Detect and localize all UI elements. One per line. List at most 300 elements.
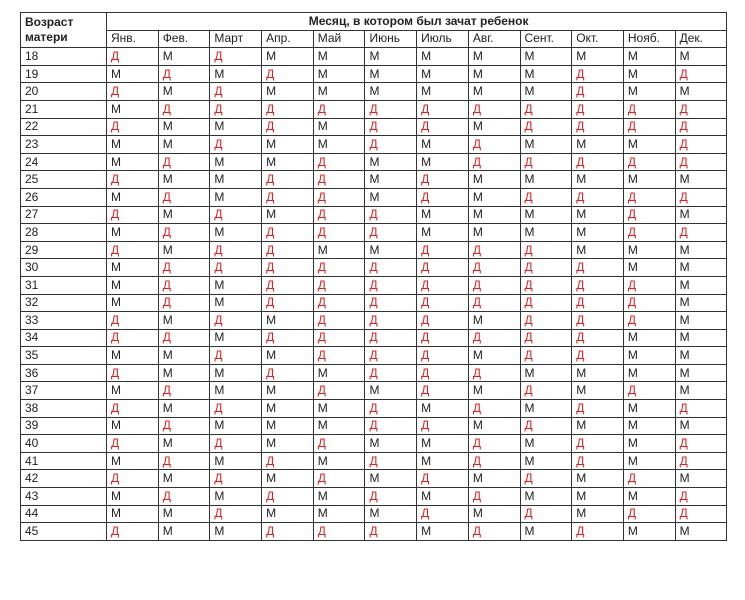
boy-cell: М — [262, 347, 314, 365]
boy-cell: М — [210, 276, 262, 294]
girl-cell: Д — [365, 488, 417, 506]
girl-cell: Д — [313, 276, 365, 294]
boy-cell: М — [675, 364, 727, 382]
girl-cell: Д — [520, 347, 572, 365]
age-cell: 44 — [21, 505, 107, 523]
table-row — [21, 488, 727, 506]
boy-cell: М — [158, 364, 210, 382]
girl-cell: Д — [468, 100, 520, 118]
table-row — [21, 347, 727, 365]
boy-cell: М — [158, 136, 210, 154]
age-cell: 30 — [21, 259, 107, 277]
boy-cell: М — [262, 206, 314, 224]
girl-cell: Д — [468, 136, 520, 154]
table-row — [21, 505, 727, 523]
girl-cell: Д — [468, 241, 520, 259]
girl-cell: Д — [158, 65, 210, 83]
girl-cell: Д — [468, 276, 520, 294]
boy-cell: М — [210, 224, 262, 242]
girl-cell: Д — [210, 100, 262, 118]
girl-cell: Д — [210, 400, 262, 418]
girl-cell: Д — [158, 417, 210, 435]
boy-cell: М — [468, 224, 520, 242]
girl-cell: Д — [675, 188, 727, 206]
age-cell: 33 — [21, 312, 107, 330]
boy-cell: М — [365, 65, 417, 83]
girl-cell: Д — [158, 100, 210, 118]
boy-cell: М — [107, 382, 159, 400]
boy-cell: М — [107, 259, 159, 277]
girl-cell: Д — [313, 435, 365, 453]
girl-cell: Д — [210, 241, 262, 259]
boy-cell: М — [107, 294, 159, 312]
boy-cell: М — [675, 382, 727, 400]
table-row — [21, 312, 727, 330]
age-cell: 34 — [21, 329, 107, 347]
age-cell: 31 — [21, 276, 107, 294]
boy-cell: М — [262, 136, 314, 154]
girl-cell: Д — [572, 347, 624, 365]
boy-cell: М — [417, 224, 469, 242]
boy-cell: М — [107, 417, 159, 435]
boy-cell: М — [623, 329, 675, 347]
girl-cell: Д — [468, 259, 520, 277]
boy-cell: М — [520, 488, 572, 506]
table-row — [21, 48, 727, 66]
girl-cell: Д — [417, 171, 469, 189]
month-header: Май — [313, 30, 365, 48]
boy-cell: М — [158, 347, 210, 365]
girl-cell: Д — [262, 364, 314, 382]
age-cell: 37 — [21, 382, 107, 400]
girl-cell: Д — [158, 488, 210, 506]
boy-cell: М — [313, 48, 365, 66]
age-cell: 20 — [21, 83, 107, 101]
girl-cell: Д — [520, 100, 572, 118]
girl-cell: Д — [210, 206, 262, 224]
boy-cell: М — [158, 312, 210, 330]
girl-cell: Д — [313, 224, 365, 242]
girl-cell: Д — [262, 452, 314, 470]
girl-cell: Д — [365, 259, 417, 277]
girl-cell: Д — [675, 224, 727, 242]
girl-cell: Д — [623, 276, 675, 294]
boy-cell: М — [417, 65, 469, 83]
month-header: Окт. — [572, 30, 624, 48]
boy-cell: М — [675, 470, 727, 488]
boy-cell: М — [623, 65, 675, 83]
boy-cell: М — [262, 417, 314, 435]
boy-cell: М — [623, 171, 675, 189]
girl-cell: Д — [468, 153, 520, 171]
girl-cell: Д — [417, 312, 469, 330]
girl-cell: Д — [107, 435, 159, 453]
boy-cell: М — [313, 136, 365, 154]
table-row — [21, 83, 727, 101]
boy-cell: М — [210, 65, 262, 83]
boy-cell: М — [520, 48, 572, 66]
girl-cell: Д — [262, 329, 314, 347]
boy-cell: М — [675, 83, 727, 101]
boy-cell: М — [572, 382, 624, 400]
age-cell: 43 — [21, 488, 107, 506]
month-header: Июнь — [365, 30, 417, 48]
girl-cell: Д — [107, 118, 159, 136]
boy-cell: М — [158, 83, 210, 101]
table-row — [21, 118, 727, 136]
boy-cell: М — [468, 206, 520, 224]
table-row — [21, 188, 727, 206]
girl-cell: Д — [572, 259, 624, 277]
boy-cell: М — [417, 400, 469, 418]
girl-cell: Д — [313, 206, 365, 224]
age-column-header: Возраст матери — [21, 13, 107, 48]
girl-cell: Д — [210, 83, 262, 101]
boy-cell: М — [313, 400, 365, 418]
girl-cell: Д — [623, 100, 675, 118]
boy-cell: М — [623, 400, 675, 418]
boy-cell: М — [675, 312, 727, 330]
age-cell: 25 — [21, 171, 107, 189]
month-header: Авг. — [468, 30, 520, 48]
boy-cell: М — [365, 188, 417, 206]
girl-cell: Д — [365, 364, 417, 382]
boy-cell: М — [158, 470, 210, 488]
boy-cell: М — [262, 153, 314, 171]
boy-cell: М — [520, 206, 572, 224]
girl-cell: Д — [675, 400, 727, 418]
boy-cell: М — [365, 153, 417, 171]
girl-cell: Д — [313, 153, 365, 171]
age-cell: 39 — [21, 417, 107, 435]
girl-cell: Д — [520, 153, 572, 171]
girl-cell: Д — [417, 188, 469, 206]
girl-cell: Д — [417, 241, 469, 259]
girl-cell: Д — [572, 276, 624, 294]
boy-cell: М — [468, 382, 520, 400]
girl-cell: Д — [520, 276, 572, 294]
girl-cell: Д — [520, 382, 572, 400]
girl-cell: Д — [262, 294, 314, 312]
girl-cell: Д — [365, 452, 417, 470]
boy-cell: М — [675, 241, 727, 259]
girl-cell: Д — [262, 276, 314, 294]
boy-cell: М — [675, 259, 727, 277]
boy-cell: М — [313, 241, 365, 259]
boy-cell: М — [107, 136, 159, 154]
boy-cell: М — [107, 153, 159, 171]
girl-cell: Д — [365, 224, 417, 242]
boy-cell: М — [158, 171, 210, 189]
boy-cell: М — [262, 382, 314, 400]
boy-cell: М — [520, 435, 572, 453]
age-cell: 27 — [21, 206, 107, 224]
boy-cell: М — [572, 417, 624, 435]
month-header: Сент. — [520, 30, 572, 48]
boy-cell: М — [210, 153, 262, 171]
girl-cell: Д — [365, 312, 417, 330]
girl-cell: Д — [210, 435, 262, 453]
girl-cell: Д — [623, 470, 675, 488]
boy-cell: М — [313, 364, 365, 382]
boy-cell: М — [520, 171, 572, 189]
girl-cell: Д — [158, 153, 210, 171]
boy-cell: М — [210, 294, 262, 312]
girl-cell: Д — [675, 136, 727, 154]
girl-cell: Д — [675, 153, 727, 171]
girl-cell: Д — [417, 259, 469, 277]
boy-cell: М — [107, 100, 159, 118]
boy-cell: М — [468, 65, 520, 83]
boy-cell: М — [313, 417, 365, 435]
boy-cell: М — [365, 171, 417, 189]
boy-cell: М — [520, 136, 572, 154]
table-row — [21, 329, 727, 347]
boy-cell: М — [623, 83, 675, 101]
boy-cell: М — [417, 523, 469, 541]
girl-cell: Д — [417, 100, 469, 118]
age-cell: 26 — [21, 188, 107, 206]
boy-cell: М — [572, 505, 624, 523]
girl-cell: Д — [520, 329, 572, 347]
boy-cell: М — [572, 488, 624, 506]
girl-cell: Д — [365, 136, 417, 154]
boy-cell: М — [675, 523, 727, 541]
girl-cell: Д — [468, 400, 520, 418]
boy-cell: М — [313, 505, 365, 523]
boy-cell: М — [107, 276, 159, 294]
boy-cell: М — [468, 83, 520, 101]
boy-cell: М — [675, 171, 727, 189]
girl-cell: Д — [520, 505, 572, 523]
table-row — [21, 171, 727, 189]
boy-cell: М — [675, 417, 727, 435]
boy-cell: М — [313, 452, 365, 470]
girl-cell: Д — [520, 259, 572, 277]
boy-cell: М — [210, 488, 262, 506]
girl-cell: Д — [417, 364, 469, 382]
girl-cell: Д — [572, 65, 624, 83]
girl-cell: Д — [572, 329, 624, 347]
month-header: Нояб. — [623, 30, 675, 48]
boy-cell: М — [262, 312, 314, 330]
boy-cell: М — [313, 83, 365, 101]
boy-cell: М — [623, 136, 675, 154]
boy-cell: М — [623, 435, 675, 453]
girl-cell: Д — [313, 259, 365, 277]
table-row — [21, 382, 727, 400]
girl-cell: Д — [107, 400, 159, 418]
boy-cell: М — [572, 48, 624, 66]
boy-cell: М — [210, 329, 262, 347]
girl-cell: Д — [262, 259, 314, 277]
conception-calendar — [20, 12, 727, 541]
girl-cell: Д — [365, 347, 417, 365]
table-row — [21, 206, 727, 224]
girl-cell: Д — [572, 118, 624, 136]
boy-cell: М — [468, 347, 520, 365]
girl-cell: Д — [623, 505, 675, 523]
girl-cell: Д — [313, 382, 365, 400]
age-cell: 18 — [21, 48, 107, 66]
boy-cell: М — [158, 241, 210, 259]
girl-cell: Д — [675, 488, 727, 506]
boy-cell: М — [520, 400, 572, 418]
girl-cell: Д — [468, 294, 520, 312]
girl-cell: Д — [210, 259, 262, 277]
girl-cell: Д — [107, 312, 159, 330]
boy-cell: М — [520, 224, 572, 242]
age-cell: 42 — [21, 470, 107, 488]
boy-cell: М — [107, 65, 159, 83]
girl-cell: Д — [572, 435, 624, 453]
girl-cell: Д — [210, 347, 262, 365]
boy-cell: М — [365, 470, 417, 488]
girl-cell: Д — [313, 171, 365, 189]
girl-cell: Д — [520, 118, 572, 136]
girl-cell: Д — [468, 523, 520, 541]
girl-cell: Д — [417, 382, 469, 400]
girl-cell: Д — [623, 312, 675, 330]
girl-cell: Д — [107, 364, 159, 382]
boy-cell: М — [417, 48, 469, 66]
girl-cell: Д — [623, 294, 675, 312]
girl-cell: Д — [158, 188, 210, 206]
girl-cell: Д — [158, 452, 210, 470]
girl-cell: Д — [623, 206, 675, 224]
boy-cell: М — [468, 118, 520, 136]
girl-cell: Д — [572, 452, 624, 470]
boy-cell: М — [623, 48, 675, 66]
month-header: Янв. — [107, 30, 159, 48]
girl-cell: Д — [262, 224, 314, 242]
boy-cell: М — [107, 505, 159, 523]
girl-cell: Д — [107, 241, 159, 259]
girl-cell: Д — [520, 312, 572, 330]
girl-cell: Д — [520, 188, 572, 206]
table-row — [21, 276, 727, 294]
girl-cell: Д — [365, 276, 417, 294]
girl-cell: Д — [520, 294, 572, 312]
boy-cell: М — [417, 452, 469, 470]
girl-cell: Д — [262, 488, 314, 506]
boy-cell: М — [675, 48, 727, 66]
boy-cell: М — [572, 171, 624, 189]
boy-cell: М — [262, 48, 314, 66]
girl-cell: Д — [313, 329, 365, 347]
girl-cell: Д — [313, 470, 365, 488]
boy-cell: М — [365, 435, 417, 453]
boy-cell: М — [262, 83, 314, 101]
boy-cell: М — [572, 206, 624, 224]
table-row — [21, 523, 727, 541]
boy-cell: М — [158, 505, 210, 523]
girl-cell: Д — [675, 65, 727, 83]
boy-cell: М — [623, 241, 675, 259]
girl-cell: Д — [365, 329, 417, 347]
girl-cell: Д — [520, 470, 572, 488]
boy-cell: М — [572, 241, 624, 259]
boy-cell: М — [675, 329, 727, 347]
boy-cell: М — [210, 417, 262, 435]
age-cell: 36 — [21, 364, 107, 382]
girl-cell: Д — [520, 241, 572, 259]
boy-cell: М — [623, 347, 675, 365]
boy-cell: М — [623, 523, 675, 541]
month-header: Дек. — [675, 30, 727, 48]
age-cell: 22 — [21, 118, 107, 136]
month-header: Июль — [417, 30, 469, 48]
boy-cell: М — [262, 470, 314, 488]
girl-cell: Д — [468, 329, 520, 347]
age-cell: 41 — [21, 452, 107, 470]
table-row — [21, 417, 727, 435]
boy-cell: М — [107, 488, 159, 506]
boy-cell: М — [520, 523, 572, 541]
girl-cell: Д — [365, 400, 417, 418]
boy-cell: М — [417, 136, 469, 154]
boy-cell: М — [417, 435, 469, 453]
boy-cell: М — [158, 435, 210, 453]
table-row — [21, 65, 727, 83]
girl-cell: Д — [675, 505, 727, 523]
girl-cell: Д — [675, 435, 727, 453]
girl-cell: Д — [572, 100, 624, 118]
girl-cell: Д — [520, 417, 572, 435]
girl-cell: Д — [365, 523, 417, 541]
girl-cell: Д — [313, 347, 365, 365]
age-cell: 45 — [21, 523, 107, 541]
girl-cell: Д — [417, 417, 469, 435]
boy-cell: М — [520, 364, 572, 382]
month-header: Март — [210, 30, 262, 48]
age-cell: 29 — [21, 241, 107, 259]
boy-cell: М — [468, 417, 520, 435]
age-cell: 32 — [21, 294, 107, 312]
girl-cell: Д — [468, 435, 520, 453]
boy-cell: М — [365, 382, 417, 400]
girl-cell: Д — [313, 100, 365, 118]
girl-cell: Д — [365, 100, 417, 118]
girl-cell: Д — [210, 312, 262, 330]
table-row — [21, 259, 727, 277]
boy-cell: М — [468, 505, 520, 523]
boy-cell: М — [365, 83, 417, 101]
boy-cell: М — [210, 171, 262, 189]
girl-cell: Д — [572, 294, 624, 312]
girl-cell: Д — [210, 470, 262, 488]
girl-cell: Д — [623, 153, 675, 171]
boy-cell: М — [623, 488, 675, 506]
boy-cell: М — [210, 452, 262, 470]
boy-cell: М — [623, 417, 675, 435]
girl-cell: Д — [572, 400, 624, 418]
girl-cell: Д — [158, 294, 210, 312]
boy-cell: М — [520, 452, 572, 470]
boy-cell: М — [675, 206, 727, 224]
girl-cell: Д — [468, 452, 520, 470]
boy-cell: М — [468, 312, 520, 330]
boy-cell: М — [158, 48, 210, 66]
age-cell: 19 — [21, 65, 107, 83]
girl-cell: Д — [210, 505, 262, 523]
boy-cell: М — [158, 400, 210, 418]
boy-cell: М — [572, 136, 624, 154]
table-row — [21, 224, 727, 242]
boy-cell: М — [107, 188, 159, 206]
girl-cell: Д — [572, 312, 624, 330]
boy-cell: М — [468, 470, 520, 488]
